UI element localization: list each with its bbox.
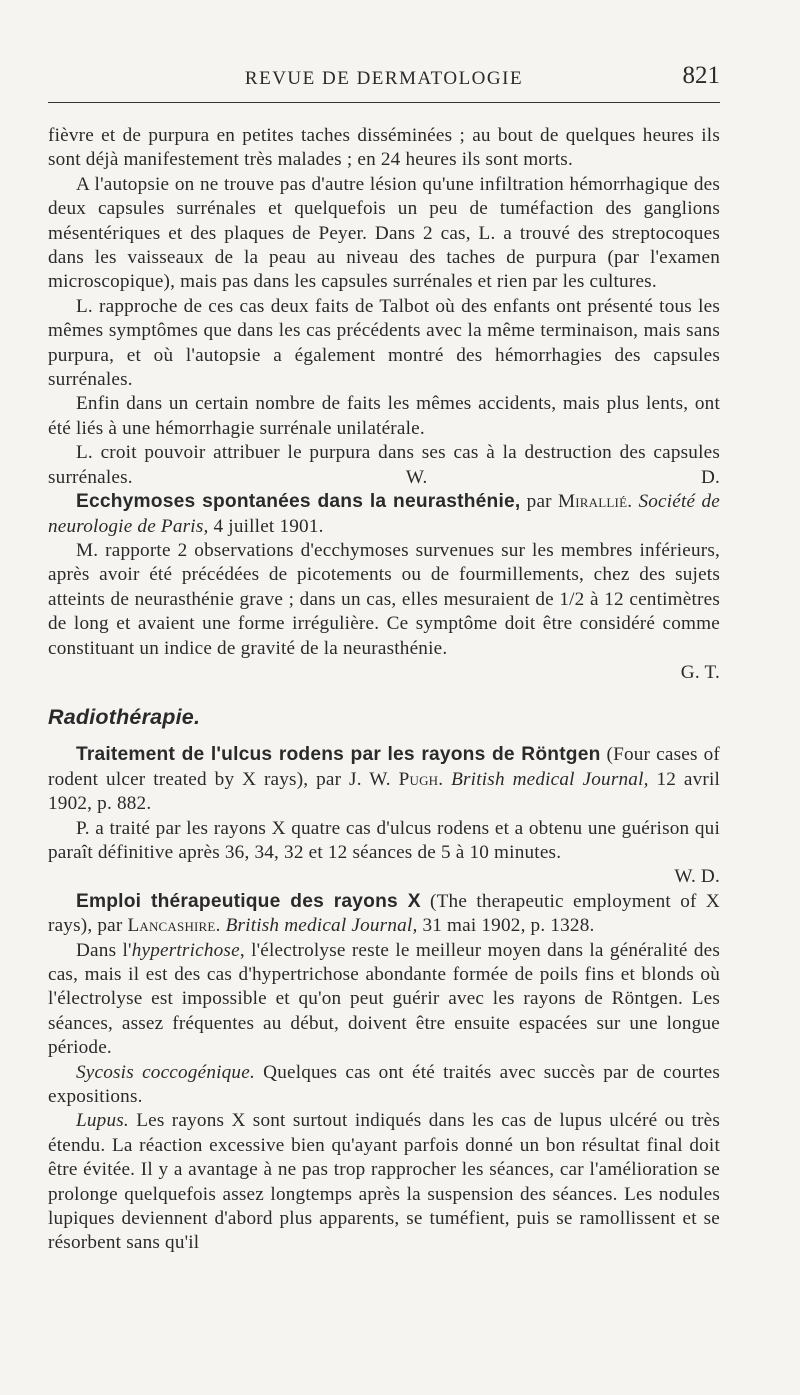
signature: W. D. [405,466,720,488]
section-title: Radiothérapie. [48,705,201,730]
paragraph: Dans l'hypertrichose, l'électrolyse reste le meilleur moyen dans la généralité des cas, mais il est des cas d'hypertrichose abondante formée de poils fins et blonds où l'électrolyse est impossible et qu'on peut guérir avec les rayons de Röntgen. Les séances, assez fréquentes au début, doivent être ensuite espacées sur une longue période. [48,939,720,1059]
paragraph: Enfin dans un certain nombre de faits les mêmes accidents, mais plus lents, ont été liés à une hémorrhagie surrénale unilatérale. [48,393,720,439]
paragraph-text: L. croit pouvoir attribuer le purpura dans ses cas à la destruction des capsules surrénales. [48,442,720,488]
paragraph: fièvre et de purpura en petites taches disséminées ; au bout de quelques heures ils sont déjà manifestement très malades ; en 24 heures ils sont morts. [48,125,720,171]
date: 31 mai 1902, p. 1328. [422,915,595,937]
date: 4 juillet 1901. [213,515,324,537]
paragraph: A l'autopsie on ne trouve pas d'autre lésion qu'une infiltration hémorrhagique des deux capsules surrénales et quelquefois un peu de tuméfaction des ganglions mésentériques et des plaques de Peyer. Dans 2 cas, L. a trouvé des streptocoques dans les vaisseaux de la peau au niveau des taches de purpura (par l'examen microscopique), mais pas dans les capsules surrénales et rien par les cultures. [48,173,720,293]
paragraph-with-signature [48,441,720,490]
author: Mirallié. [558,491,633,513]
article-subtitle: (Four cases of rodent ulcer treated by X rays), par J. W. [48,744,720,790]
paragraph: M. rapporte 2 observations d'ecchymoses survenues sur les membres inférieurs, après avoir été précédées de picotements ou de fourmillements, chez des sujets atteints de neurasthénie grave ; dans un cas, elles mesuraient de 1/2 à 12 centimètres de long et avaient une forme irrégulière. Ce symptôme doit être considéré comme constituant un indice de gravité de la neurasthénie. [48,539,720,659]
page-number: 821 [682,62,720,89]
author: Lancashire. [127,915,221,937]
article-title: Ecchymoses spontanées dans la neurasthénie, [76,491,521,513]
article-title: Traitement de l'ulcus rodens par les rayons de Röntgen [76,744,601,766]
signature: W. D. [674,866,720,888]
article-heading [48,890,720,939]
article-body [48,124,720,1256]
running-title: REVUE DE DERMATOLOGIE [244,68,524,89]
article-heading: Ecchymoses spontanées dans la neurasthénie, par Mirallié. Société de neurologie de Paris, 4 juillet 1901. [48,491,721,537]
paragraph: Lupus. Les rayons X sont surtout indiqués dans les cas de lupus ulcéré ou très étendu. La réaction excessive bien qu'ayant parfois donné un bon résultat final doit être évitée. Il y a avantage à ne pas trop rapprocher les séances, car l'amélioration se prolonge quelquefois assez longtemps après la suspension des séances. Les nodules lupiques deviennent d'abord plus apparents, se tuméfient, puis se ramollissent et se résorbent sans qu'il [48,1110,720,1254]
journal: British medical Journal, [225,915,418,937]
article-heading [48,743,720,816]
journal: British medical Journal, [451,768,649,790]
article-title: Emploi thérapeutique des rayons X [76,890,421,912]
page-header [48,62,720,103]
paragraph: L. rapproche de ces cas deux faits de Talbot où des enfants ont présenté tous les mêmes symptômes que dans les cas précédents avec la même terminaison, mais sans purpura, et où l'autopsie a également montré des hémorrhagies des capsules surrénales. [48,295,720,391]
article-subtitle: (The therapeutic employment of X rays), par [48,890,720,937]
paragraph: Sycosis coccogénique. Quelques cas ont été traités avec succès par de courtes expositions. [48,1061,720,1108]
author: Pugh. [398,768,444,790]
source: Société de neurologie de Paris, [48,491,721,537]
paragraph: P. a traité par les rayons X quatre cas d'ulcus rodens et a obtenu une guérison qui paraît définitive après 36, 34, 32 et 12 séances de 5 à 10 minutes. [48,817,720,863]
date: 12 avril 1902, p. 882. [48,768,721,815]
signature: G. T. [680,661,720,683]
